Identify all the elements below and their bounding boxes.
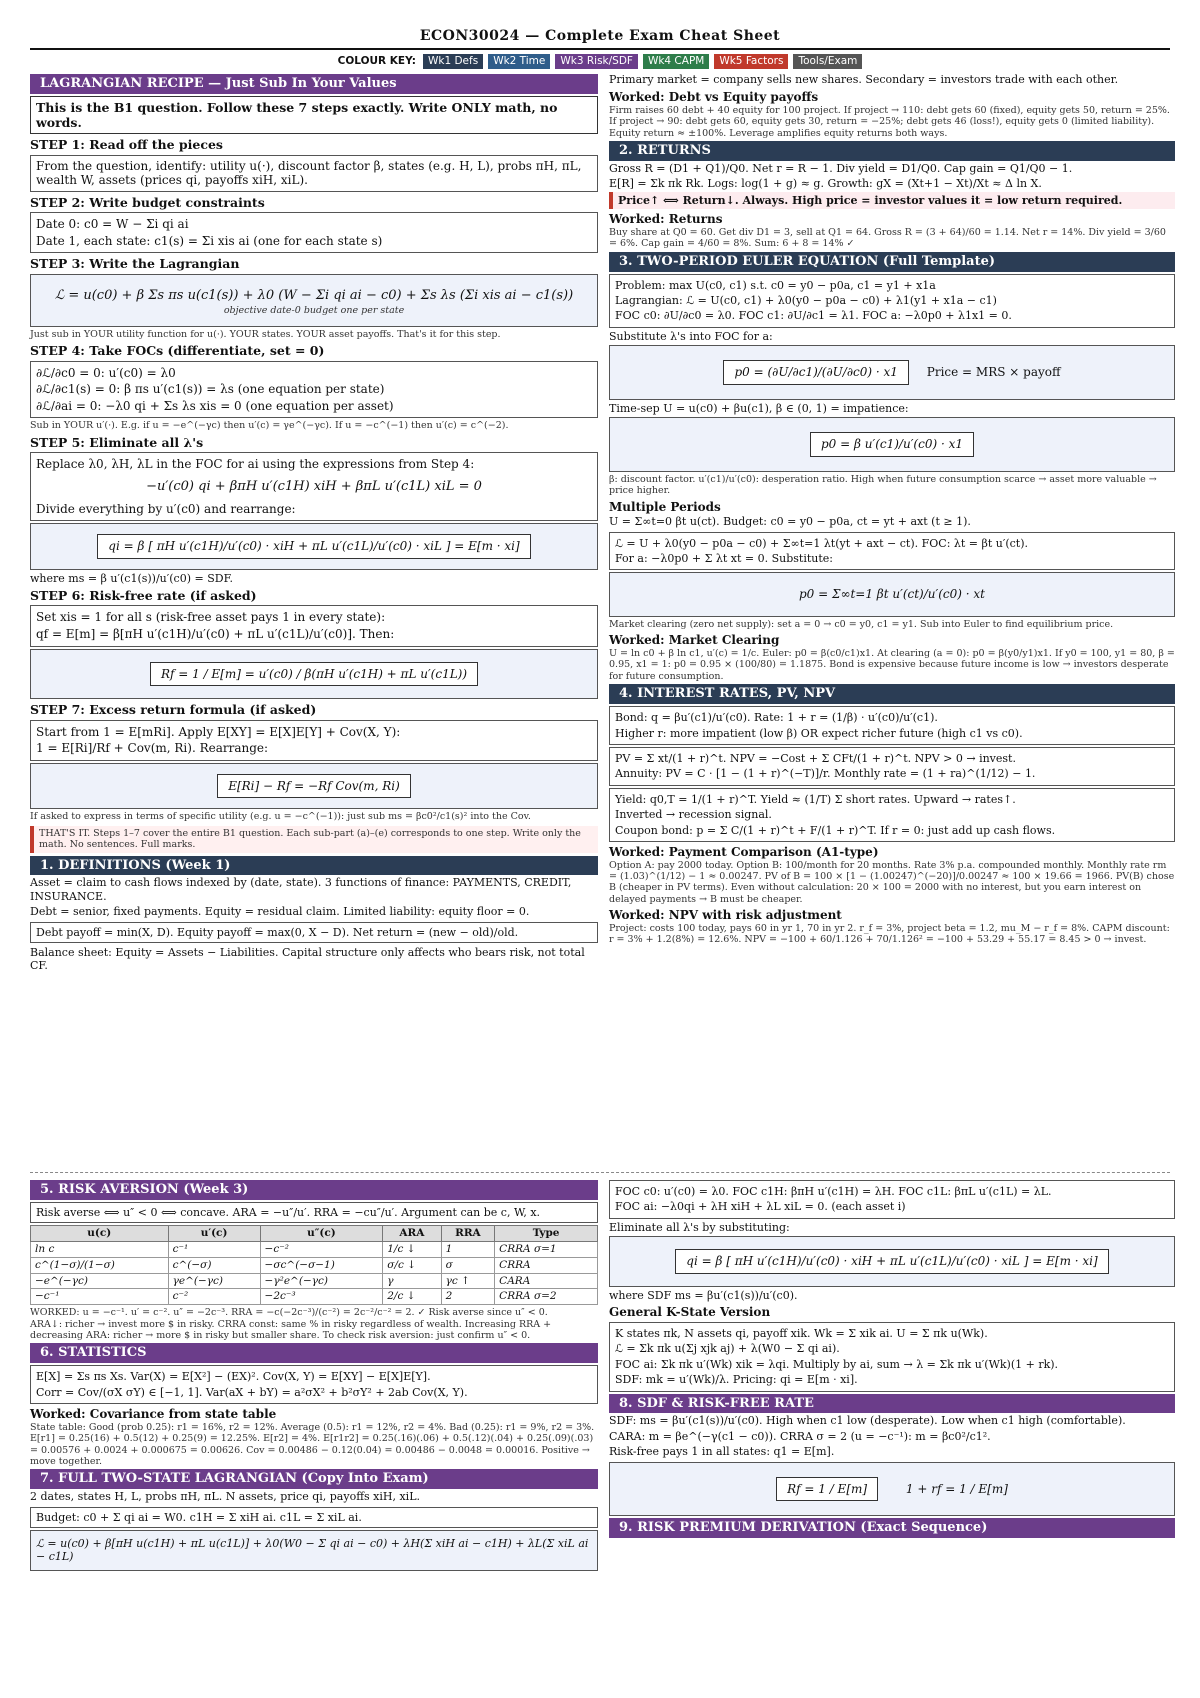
worked-returns-title: Worked: Returns [609, 212, 723, 227]
euler-explain: β: discount factor. u′(c1)/u′(c0): desperation ratio. High when future consumption scarce → asset more valuable → price higher. [609, 473, 1157, 497]
step-6-box [30, 605, 598, 646]
section-header-interest: 4. INTEREST RATES, PV, NPV [609, 684, 1175, 704]
table-cell: γe^(−γc) [168, 1273, 260, 1289]
colour-key-item: Wk2 Time [488, 54, 550, 69]
table-cell: c⁻¹ [168, 1242, 260, 1258]
risk-aversion-def: Risk averse ⟺ u″ < 0 ⟺ concave. ARA = −u″/u′. RRA = −cu″/u′. Argument can be c, W, x. [30, 1202, 598, 1223]
section-header-statistics: 6. STATISTICS [30, 1343, 598, 1363]
mp-line2: ℒ = U + λ0(y0 − p0a − c0) + Σ∞t=1 λt(yt + axt − ct). FOC: λt = βt u′(ct). [615, 536, 1029, 550]
bottom-left-column [30, 1178, 598, 1573]
colour-key-item: Wk1 Defs [423, 54, 483, 69]
foc-ai: ∂ℒ/∂ai = 0: −λ0 qi + Σs λs xis = 0 (one equation per asset) [36, 398, 394, 413]
step-1-body: From the question, identify: utility u(·), discount factor β, states (e.g. H, L), probs πH, πL, wealth W, assets (prices qi, payoffs xiH, xiL). [36, 158, 582, 188]
sdf-line2: CARA: m = βe^(−γ(c1 − c0)). CRRA σ = 2 (u = −c⁻¹): m = βc0²/c1². [609, 1429, 991, 1443]
table-cell: σ/c ↓ [383, 1257, 441, 1273]
thats-it-warning: THAT'S IT. Steps 1–7 cover the entire B1 question. Each sub-part (a)–(e) corresponds to one step. Write only the math. No sentences. Full marks. [30, 826, 598, 853]
gk-line2: ℒ = Σk πk u(Σj xjk aj) + λ(W0 − Σ qi ai). [615, 1342, 840, 1356]
sdf-line3: Risk-free pays 1 in all states: q1 = E[m]. [609, 1445, 835, 1459]
ftl-focs-2: FOC ai: −λ0qi + λH xiH + λL xiL = 0. (each asset i) [615, 1200, 906, 1214]
step-1-box [30, 155, 598, 192]
table-row [31, 1257, 598, 1273]
table-cell: γ [383, 1273, 441, 1289]
euler-lagrangian: Lagrangian: ℒ = U(c0, c1) + λ0(y0 − p0a − c0) + λ1(y1 + x1a − c1) [615, 293, 997, 307]
general-k-state-box [609, 1322, 1175, 1392]
table-row [31, 1273, 598, 1289]
step-4-box [30, 361, 598, 419]
table-cell: −c⁻¹ [31, 1289, 169, 1305]
table-row [31, 1242, 598, 1258]
table-cell: 2/c ↓ [383, 1289, 441, 1305]
euler-problem: Problem: max U(c0, c1) s.t. c0 = y0 − p0a, c1 = y1 + x1a [615, 278, 936, 292]
table-header: u″(c) [260, 1226, 383, 1242]
table-cell: CRRA σ=2 [495, 1289, 598, 1305]
rf-box [609, 1462, 1175, 1517]
mp-box [609, 532, 1175, 571]
worked-covariance-title: Worked: Covariance from state table [30, 1407, 277, 1422]
lagrangian-underbraces: objective date-0 budget one per state [223, 305, 405, 317]
interest-box-3 [609, 788, 1175, 842]
mp-eq-box [609, 572, 1175, 617]
step-3-box [30, 274, 598, 327]
table-cell: CARA [495, 1273, 598, 1289]
step-5-result-box [30, 523, 598, 570]
section-header-euler: 3. TWO-PERIOD EULER EQUATION (Full Template) [609, 252, 1175, 272]
pricing-equation: qi = β [ πH u′(c1H)/u′(c0) · xiH + πL u′(c1L)/u′(c0) · xiL ] = E[m · xi] [97, 534, 530, 559]
table-header: u(c) [31, 1226, 169, 1242]
pv-npv: PV = Σ xt/(1 + r)^t. NPV = −Cost + Σ CFt/(1 + r)^t. NPV > 0 → invest. [615, 751, 1016, 765]
section-header-returns: 2. RETURNS [609, 141, 1175, 161]
step-4-title: STEP 4: Take FOCs (differentiate, set = 0) [30, 343, 325, 359]
higher-r: Higher r: more impatient (low β) OR expect richer future (high c1 vs c0). [615, 726, 1023, 740]
coupon-bond: Coupon bond: p = Σ C/(1 + r)^t + F/(1 + r)^T. If r = 0: just add up cash flows. [615, 823, 1056, 837]
yield: Yield: q0,T = 1/(1 + r)^T. Yield ≈ (1/T) Σ short rates. Upward → rates↑. [615, 792, 1016, 806]
def-asset: Asset = claim to cash flows indexed by (date, state). 3 functions of finance: PAYMENTS, CREDIT, INSURANCE. [30, 876, 572, 903]
returns-line2: E[R] = Σk πk Rk. Logs: log(1 + g) ≈ g. Growth: gX = (Xt+1 − Xt)/Xt ≈ Δ ln X. [609, 177, 1042, 191]
risk-free-box [30, 649, 598, 700]
ftl-pricing-equation: qi = β [ πH u′(c1H)/u′(c0) · xiH + πL u′(c1L)/u′(c0) · xiL ] = E[m · xi] [675, 1249, 1108, 1274]
returns-line1: Gross R = (D1 + Q1)/Q0. Net r = R − 1. Div yield = D1/Q0. Cap gain = Q1/Q0 − 1. [609, 162, 1073, 176]
utility-table [30, 1225, 598, 1305]
step-5-line1: Replace λ0, λH, λL in the FOC for ai using the expressions from Step 4: [36, 457, 475, 472]
section-header-definitions: 1. DEFINITIONS (Week 1) [30, 856, 598, 876]
table-cell: −σc^(−σ−1) [260, 1257, 383, 1273]
worked-payment-title: Worked: Payment Comparison (A1-type) [609, 844, 879, 859]
section-header-risk-aversion: 5. RISK AVERSION (Week 3) [30, 1180, 598, 1200]
market-clearing-note: Market clearing (zero net supply): set a = 0 → c0 = y0, c1 = y1. Sub into Euler to find equilibrium price. [609, 619, 1114, 631]
worked-covariance-body: State table: Good (prob 0.25): r1 = 16%, r2 = 12%. Average (0.5): r1 = 12%, r2 = 4%. Bad (0.25): r1 = 9%, r2 = 3%. E[r1] = 0.25(16) + 0.5(12) + 0.25(9) = 12.25%. E[r2] = 4%. E[r1r2] = 0.25(.16)(.06) + 0.5(.12)(.04) + 0.25(.09)(.03) = 0.00576 + 0.0024 + 0.000675 = 0.00626. Cov = 0.00486 − 0.12(0.04) = 0.00486 − 0.0048 = 0.00016. Positive → move together. [30, 1421, 595, 1467]
step-6-line1: Set xis = 1 for all s (risk-free asset pays 1 in every state): [36, 610, 386, 625]
table-header: ARA [383, 1226, 441, 1242]
euler-ts-equation: p0 = β u′(c1)/u′(c0) · x1 [810, 432, 974, 457]
lagrangian-equation: ℒ = u(c0) + β Σs πs u(c1(s)) + λ0 (W − Σi qi ai − c0) + Σs λs (Σi xis ai − c1(s)) [54, 287, 574, 303]
step-4-note: Sub in YOUR u′(·). E.g. if u = −e^(−γc) then u′(c) = γe^(−γc). If u = −c^(−1) then u′(c) = c^(−2). [30, 420, 509, 432]
section-header-lagrangian: LAGRANGIAN RECIPE — Just Sub In Your Values [30, 74, 598, 94]
worked-npv-title: Worked: NPV with risk adjustment [609, 908, 842, 923]
budget-date1: Date 1, each state: c1(s) = Σi xis ai (one for each state s) [36, 233, 383, 248]
ftl-focs-1: FOC c0: u′(c0) = λ0. FOC c1H: βπH u′(c1H) = λH. FOC c1L: βπL u′(c1L) = λL. [615, 1185, 1052, 1198]
table-cell: −γ²e^(−γc) [260, 1273, 383, 1289]
stats-line2: Corr = Cov/(σX σY) ∈ [−1, 1]. Var(aX + bY) = a²σX² + b²σY² + 2ab Cov(X, Y). [36, 1385, 468, 1399]
ftl-lagrangian: ℒ = u(c0) + β[πH u(c1H) + πL u(c1L)] + λ0(W0 − Σ qi ai − c0) + λH(Σ xiH ai − c1H) + λL(Σ xiL ai − c1L) [30, 1530, 598, 1571]
worked-debt-equity-title: Worked: Debt vs Equity payoffs [609, 90, 819, 105]
sdf-definition: where ms = β u′(c1(s))/u′(c0) = SDF. [30, 571, 233, 585]
multiple-periods-title: Multiple Periods [609, 499, 721, 514]
inverted: Inverted → recession signal. [615, 808, 772, 822]
worked-debt-equity-body: Firm raises 60 debt + 40 equity for 100 project. If project → 110: debt gets 60 (fixed), equity gets 50, return = 25%. If project → 90: debt gets 60, equity gets 30, return = −25%; debt gets 46 (loss!), equity gets 0 (limited liability). Equity return ≈ ±100%. Leverage amplifies equity returns both ways. [609, 105, 1170, 139]
utility-table-header [31, 1226, 598, 1242]
lagrangian-intro: This is the B1 question. Follow these 7 steps exactly. Write ONLY math, no words. [30, 96, 598, 135]
table-header: RRA [441, 1226, 495, 1242]
worked-payment-body: Option A: pay 2000 today. Option B: 100/month for 20 months. Rate 3% p.a. compounded monthly. Monthly rate rm = (1.03)^(1/12) − 1 ≈ 0.00247. PV of B = 100 × [1 − (1.00247)^(−20)]/0.00247 ≈ 100 × 19.66 = 1966. PV(B) chose B (cheaper in PV terms). Even without calculation: 20 × 100 = 2000 with no interest, but you earn interest on delayed payments → B must be cheaper. [609, 859, 1175, 905]
step-7-line1: Start from 1 = E[mRi]. Apply E[XY] = E[X]E[Y] + Cov(X, Y): [36, 724, 401, 739]
mp-line1: U = Σ∞t=0 βt u(ct). Budget: c0 = y0 − p0a, ct = yt + axt (t ≥ 1). [609, 515, 971, 529]
mp-equation: p0 = Σ∞t=1 βt u′(ct)/u′(c0) · xt [799, 587, 985, 602]
step-6-line2: qf = E[m] = β[πH u′(c1H)/u′(c0) + πL u′(c1L)/u′(c0)]. Then: [36, 627, 395, 642]
sdf-line1: SDF: ms = βu′(c1(s))/u′(c0). High when c1 low (desperate). Low when c1 high (comfortable). [609, 1414, 1126, 1428]
annuity: Annuity: PV = C · [1 − (1 + r)^(−T)]/r. Monthly rate = (1 + ra)^(1/12) − 1. [615, 767, 1036, 781]
budget-date0: Date 0: c0 = W − Σi qi ai [36, 217, 189, 232]
price-return-rule: Price↑ ⟺ Return↓. Always. High price = investor values it = low return required. [609, 192, 1175, 209]
table-cell: CRRA σ=1 [495, 1242, 598, 1258]
euler-ts-box [609, 417, 1175, 472]
ftl-setup: 2 dates, states H, L, probs πH, πL. N assets, price qi, payoffs xiH, xiL. [30, 1490, 420, 1504]
step-3-title: STEP 3: Write the Lagrangian [30, 256, 240, 272]
step-7-line2: 1 = E[Ri]/Rf + Cov(m, Ri). Rearrange: [36, 741, 269, 756]
table-row [31, 1289, 598, 1305]
interest-box-2 [609, 747, 1175, 786]
euler-focs: FOC c0: ∂U/∂c0 = λ0. FOC c1: ∂U/∂c1 = λ1. FOC a: −λ0p0 + λ1x1 = 0. [615, 309, 1012, 323]
section-header-full-lagrangian: 7. FULL TWO-STATE LAGRANGIAN (Copy Into Exam) [30, 1469, 598, 1489]
step-5-title: STEP 5: Eliminate all λ's [30, 434, 204, 450]
gk-line1: K states πk, N assets qi, payoff xik. Wk = Σ xik ai. U = Σ πk u(Wk). [615, 1326, 988, 1340]
worked-returns-body: Buy share at Q0 = 60. Get div D1 = 3, sell at Q1 = 64. Gross R = (3 + 64)/60 = 1.14. Net r = 14%. Div yield = 3/60 = 6%. Cap gain = 4/60 = 8%. Sum: 6 + 8 = 14% ✓ [609, 226, 1166, 250]
right-column [609, 72, 1175, 946]
rf-equation-a: Rf = 1 / E[m] [776, 1477, 878, 1502]
euler-substitute: Substitute λ's into FOC for a: [609, 329, 773, 343]
step-2-title: STEP 2: Write budget constraints [30, 194, 265, 210]
left-column [30, 72, 598, 974]
colour-key-item: Wk4 CAPM [643, 54, 709, 69]
table-header: Type [495, 1226, 598, 1242]
step-3-note: Just sub in YOUR utility function for u(·). YOUR states. YOUR asset payoffs. That's it for this step. [30, 328, 501, 340]
statistics-box [30, 1365, 598, 1404]
table-cell: 2 [441, 1289, 495, 1305]
ftl-budget: Budget: c0 + Σ qi ai = W0. c1H = Σ xiH ai. c1L = Σ xiL ai. [30, 1507, 598, 1528]
step-5-line2: Divide everything by u′(c0) and rearrange: [36, 501, 296, 516]
colour-key [30, 54, 1170, 69]
step-7-box [30, 720, 598, 761]
interest-box-1 [609, 706, 1175, 745]
rf-equation-b: 1 + rf = 1 / E[m] [905, 1481, 1008, 1496]
mrs-caption: Price = MRS × payoff [926, 365, 1061, 380]
general-k-state-title: General K-State Version [609, 1305, 771, 1320]
colour-key-item: Wk3 Risk/SDF [555, 54, 638, 69]
ra-worked: WORKED: u = −c⁻¹. u′ = c⁻². u″ = −2c⁻³. RRA = −c(−2c⁻³)/(c⁻²) = 2c⁻²/c⁻² = 2. ✓ Risk averse since u″ < 0. [30, 1307, 548, 1319]
foc-c1: ∂ℒ/∂c1(s) = 0: β πs u′(c1(s)) = λs (one equation per state) [36, 382, 385, 397]
table-header: u′(c) [168, 1226, 260, 1242]
table-cell: 1 [441, 1242, 495, 1258]
ftl-sdf-def: where SDF ms = βu′(c1(s))/u′(c0). [609, 1288, 798, 1302]
section-header-risk-premium: 9. RISK PREMIUM DERIVATION (Exact Sequence) [609, 1518, 1175, 1538]
section-header-sdf: 8. SDF & RISK-FREE RATE [609, 1394, 1175, 1414]
page-header [30, 28, 1170, 69]
table-cell: CRRA [495, 1257, 598, 1273]
table-cell: ln c [31, 1242, 169, 1258]
table-cell: γc ↑ [441, 1273, 495, 1289]
table-cell: σ [441, 1257, 495, 1273]
table-cell: −e^(−γc) [31, 1273, 169, 1289]
excess-return-equation: E[Ri] − Rf = −Rf Cov(m, Ri) [217, 774, 411, 799]
def-payoffs: Debt payoff = min(X, D). Equity payoff = max(0, X − D). Net return = (new − old)/old. [30, 922, 598, 943]
primary-market: Primary market = company sells new shares. Secondary = investors trade with each other. [609, 73, 1119, 86]
table-cell: c^(1−σ)/(1−σ) [31, 1257, 169, 1273]
mrs-equation: p0 = (∂U/∂c1)/(∂U/∂c0) · x1 [723, 360, 908, 385]
colour-key-item: Wk5 Factors [714, 54, 788, 69]
colour-key-label: COLOUR KEY: [337, 55, 416, 68]
eliminate-lambdas: Eliminate all λ's by substituting: [609, 1220, 790, 1234]
ftl-pricing-box [609, 1236, 1175, 1287]
colour-key-item: Tools/Exam [793, 54, 862, 69]
ftl-focs-box [609, 1180, 1175, 1219]
mp-line3: For a: −λ0p0 + Σ λt xt = 0. Substitute: [615, 552, 833, 566]
ra-notes: ARA↓: richer → invest more $ in risky. CRRA const: same % in risky regardless of wealth. Increasing RRA + decreasing ARA: richer → more $ in risky but smaller share. To check risk aversion: just confirm u″ < 0. [30, 1318, 552, 1342]
gk-line3: FOC ai: Σk πk u′(Wk) xik = λqi. Multiply by ai, sum → λ = Σk πk u′(Wk)(1 + rk). [615, 1357, 1059, 1371]
worked-market-clearing-body: U = ln c0 + β ln c1, u′(c) = 1/c. Euler: p0 = β(c0/c1)x1. At clearing (a = 0): p0 = β(y0/y1)x1. If y0 = 100, y1 = 80, β = 0.95, x1 = 1: p0 = 0.95 × (100/80) = 1.1875. Bond is expensive because future income is low → investors desperate for future consumption. [609, 648, 1175, 682]
foc-c0: ∂ℒ/∂c0 = 0: u′(c0) = λ0 [36, 365, 176, 380]
worked-npv-body: Project: costs 100 today, pays 60 in yr 1, 70 in yr 2. r_f = 3%, project beta = 1.2, mu_M − r_f = 8%. CAPM discount: r = 3% + 1.2(8%) = 12.6%. NPV = −100 + 60/1.126 + 70/1.126² = −100 + 53.29 + 55.17 = 8.45 > 0 → invest. [609, 922, 1170, 946]
step-7-title: STEP 7: Excess return formula (if asked) [30, 702, 317, 718]
stats-line1: E[X] = Σs πs Xs. Var(X) = E[X²] − (EX)². Cov(X, Y) = E[XY] − E[X]E[Y]. [36, 1370, 431, 1384]
step-7-note: If asked to express in terms of specific utility (e.g. u = −c^(−1)): just sub ms = βc0²/c1(s)² into the Cov. [30, 811, 531, 823]
risk-free-equation: Rf = 1 / E[m] = u′(c0) / β(πH u′(c1H) + πL u′(c1L)) [150, 662, 478, 687]
step-5-eq1: −u′(c0) qi + βπH u′(c1H) xiH + βπL u′(c1L) xiL = 0 [146, 478, 482, 494]
page-title: ECON30024 — Complete Exam Cheat Sheet [30, 28, 1170, 50]
page-divider [30, 1172, 1170, 1173]
mrs-box [609, 345, 1175, 400]
step-6-title: STEP 6: Risk-free rate (if asked) [30, 588, 257, 604]
def-debt: Debt = senior, fixed payments. Equity = residual claim. Limited liability: equity floor = 0. [30, 905, 530, 919]
excess-return-box [30, 763, 598, 810]
worked-market-clearing-title: Worked: Market Clearing [609, 633, 780, 648]
table-cell: c⁻² [168, 1289, 260, 1305]
table-cell: c^(−σ) [168, 1257, 260, 1273]
table-cell: 1/c ↓ [383, 1242, 441, 1258]
table-cell: −c⁻² [260, 1242, 383, 1258]
bottom-right-column [609, 1178, 1175, 1538]
def-balance-sheet: Balance sheet: Equity = Assets − Liabilities. Capital structure only affects who bears risk, not total CF. [30, 946, 585, 973]
step-5-box [30, 452, 598, 521]
euler-template-box [609, 274, 1175, 328]
table-cell: −2c⁻³ [260, 1289, 383, 1305]
step-1-title: STEP 1: Read off the pieces [30, 137, 223, 153]
time-separable: Time-sep U = u(c0) + βu(c1), β ∈ (0, 1) = impatience: [609, 401, 909, 415]
bond-rate: Bond: q = βu′(c1)/u′(c0). Rate: 1 + r = (1/β) · u′(c0)/u′(c1). [615, 711, 938, 725]
gk-line4: SDF: mk = u′(Wk)/λ. Pricing: qi = E[m · xi]. [615, 1373, 858, 1387]
step-2-box [30, 212, 598, 253]
